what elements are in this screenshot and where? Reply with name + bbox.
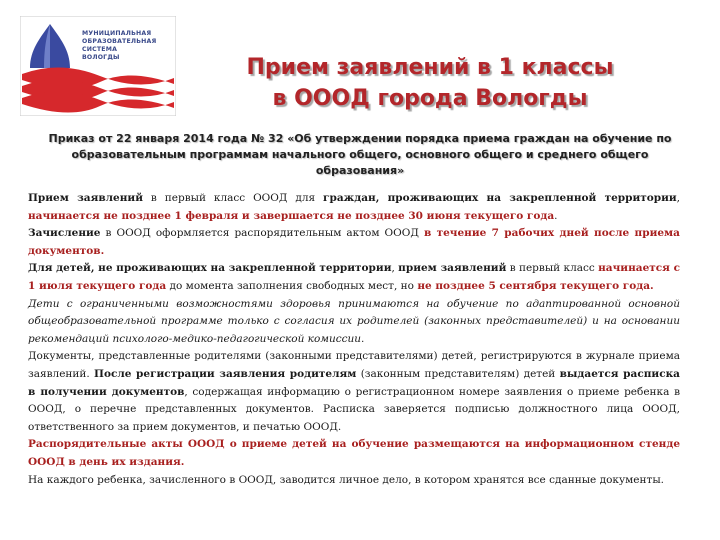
text-span: (законным представителям) детей [356, 367, 560, 380]
order-line-3: образования» [315, 164, 405, 177]
order-reference [40, 131, 680, 179]
logo-line: ОБРАЗОВАТЕЛЬНАЯ [82, 38, 157, 45]
slide-title [180, 52, 680, 114]
text-span: После регистрации заявления родителям [94, 367, 357, 380]
logo [20, 16, 176, 116]
text-span: в первый класс [506, 262, 599, 275]
logo-text [82, 30, 174, 62]
text-span: до момента заполнения свободных мест, но [166, 279, 418, 292]
text-span: прием заявлений [398, 262, 507, 275]
text-span: , [676, 192, 680, 204]
text-span: не позднее 5 сентября текущего года. [417, 279, 654, 292]
order-line-1: Приказ от 22 января 2014 года № 32 «Об утверждении порядка приема граждан на обучение по [48, 132, 672, 145]
paragraph-enrollment [28, 225, 680, 260]
paragraph-publication: Распорядительные акты ОООД о приеме детей на обучение размещаются на информационном стенде ОООД в день их издания. [28, 438, 680, 468]
paragraph-disabilities: Дети с ограниченными возможностями здоровья принимаются на обучение по адаптированной основной общеобразовательной программе только с согласия их родителей (законных представителей) и на основании рекомендаций психолого-медико-педагогической комиссии. [28, 297, 680, 345]
title-line-2: в ОООД города Вологды [272, 86, 588, 111]
logo-line: ВОЛОГДЫ [82, 54, 120, 61]
logo-line: МУНИЦИПАЛЬНАЯ [82, 30, 152, 37]
title-line-1: Прием заявлений в 1 классы [246, 55, 614, 80]
text-span: начинается не позднее 1 февраля и завершается не позднее 30 июня текущего года [28, 209, 555, 222]
text-span: в течение 7 рабочих дней после приема документов. [28, 227, 680, 257]
text-span: , содержащая информацию о регистрационном номере заявления о приеме ребенка в ОООД, о перечне представленных документов. Расписка заверяется подписью должностного лица ОООД, ответственного за прием документов, и печатью ОООД. [28, 385, 680, 433]
text-span: Прием заявлений [28, 192, 143, 204]
text-span: Для детей, не проживающих на закрепленной территории [28, 262, 392, 275]
paragraph-documents [28, 348, 680, 436]
logo-line: СИСТЕМА [82, 46, 118, 53]
text-span: Документы, представленные родителями (законными представителями) детей, регистрируются в журнале приема заявлений. [28, 350, 680, 380]
paragraph-admission-dates [28, 190, 680, 225]
text-span: начинается с 1 июля текущего года [28, 262, 680, 292]
text-span: в первый класс ОООД для [143, 192, 324, 204]
paragraph-non-resident [28, 260, 680, 295]
text-span: . [554, 209, 558, 222]
text-span: , [391, 262, 399, 275]
text-span: Зачисление [28, 227, 101, 240]
paragraph-personal-file: На каждого ребенка, зачисленного в ОООД, заводится личное дело, в котором хранятся все сданные документы. [28, 473, 665, 486]
order-line-2: образовательным программам начального общего, основного общего и среднего общего [71, 148, 649, 161]
text-span: выдается расписка в получении документов [28, 367, 680, 398]
body-text [28, 190, 680, 489]
text-span: граждан, проживающих на закрепленной территории [323, 192, 677, 204]
text-span: в ОООД оформляется распорядительным актом ОООД [100, 227, 424, 240]
